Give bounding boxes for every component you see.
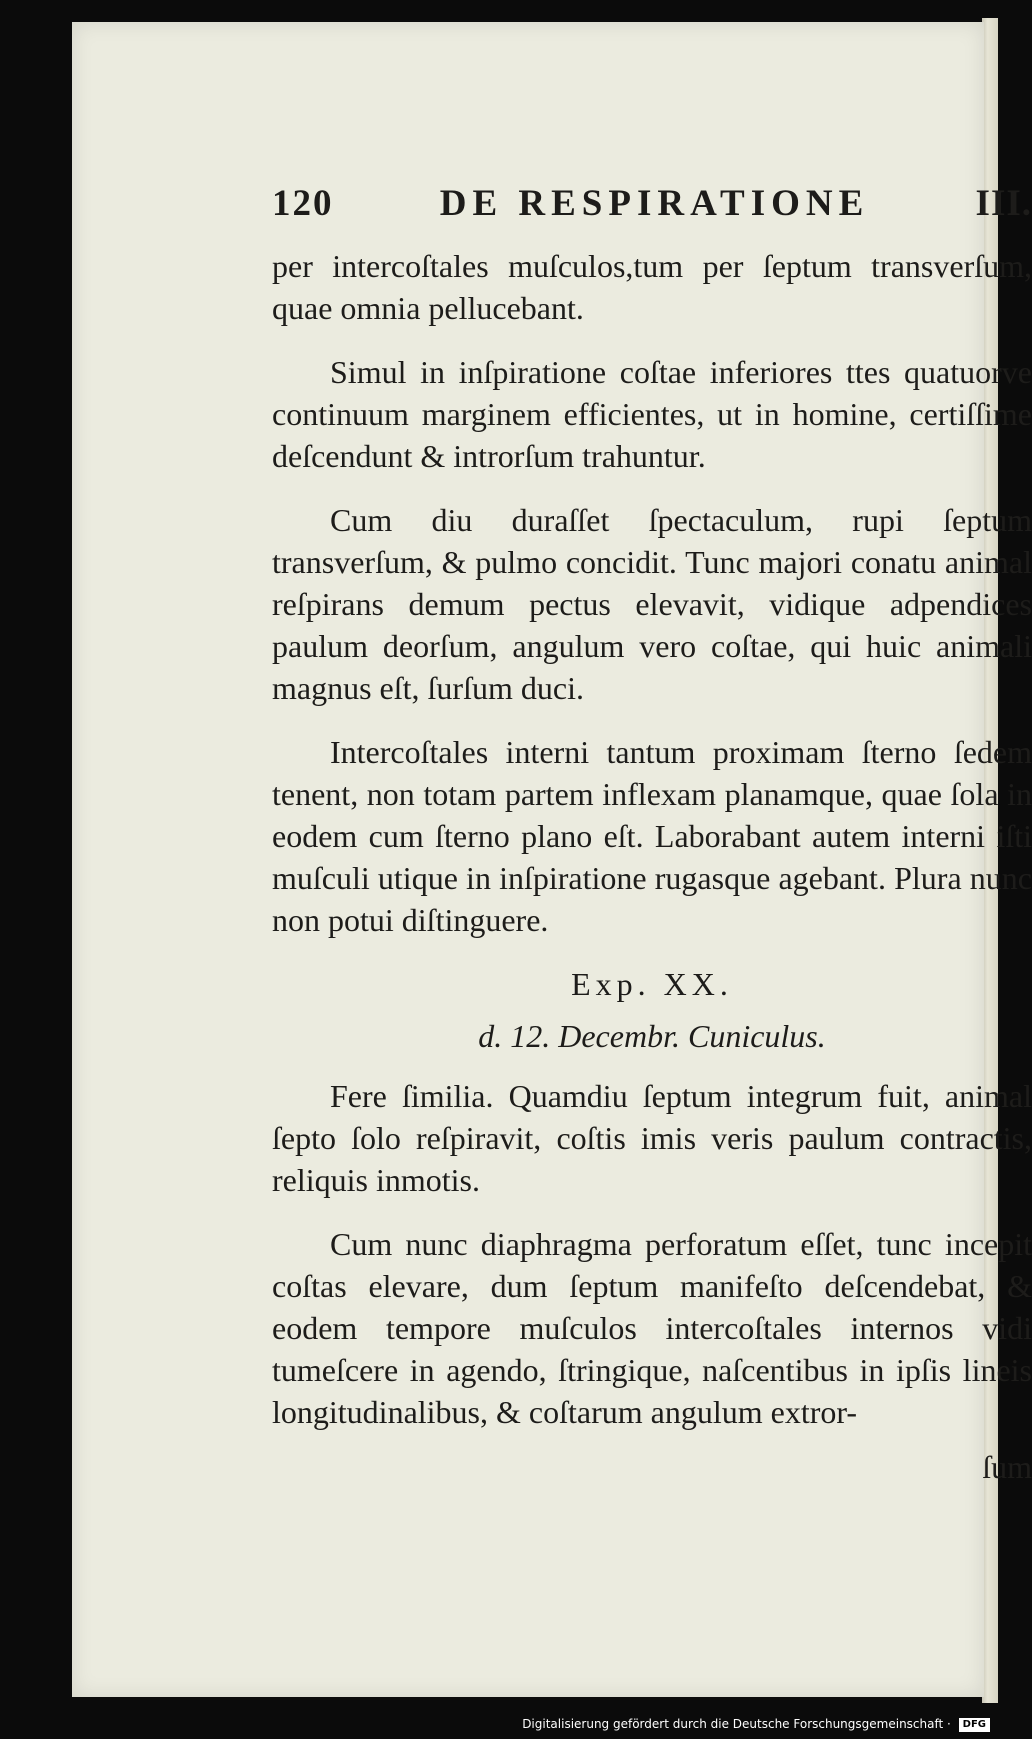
page-content: [272, 182, 1032, 1486]
paragraph: Cum diu duraſſet ſpectaculum, rupi ſeptum transverſum, & pulmo concidit. Tunc majori conatu animal reſpirans demum pectus elevavit, vidique adpendices paulum deorſum, angulum vero coſtae, qui huic animali magnus eſt, ſurſum duci.: [272, 502, 1032, 706]
footer-text: Digitalisierung gefördert durch die Deutsche Forschungsgemeinschaft ·: [522, 1717, 951, 1731]
catchword: ſum: [982, 1449, 1032, 1485]
running-title: DE RESPIRATIONE: [439, 183, 870, 224]
paragraph: per intercoſtales muſculos,tum per ſeptum transverſum, quae omnia pellucebant.: [272, 248, 1032, 326]
paragraph: Fere ſimilia. Quamdiu ſeptum integrum fuit, animal ſepto ſolo reſpiravit, coſtis imis veris paulum contractis, reliquis inmotis.: [272, 1078, 1032, 1198]
chapter-number: III.: [975, 183, 1032, 224]
body-text: [272, 245, 1032, 1433]
paragraph: Intercoſtales interni tantum proximam ſterno ſedem tenent, non totam partem inflexam planamque, quae ſola in eodem cum ſterno plano eſt. Laborabant autem interni iſti muſculi utique in inſpiratione rugasque agebant. Plura nunc non potui diſtinguere.: [272, 734, 1032, 938]
digitization-footer: [0, 1713, 1000, 1735]
book-page: [72, 22, 1032, 1697]
page-number: 120: [272, 183, 334, 224]
paragraph: Cum nunc diaphragma perforatum eſſet, tunc incepit coſtas elevare, dum ſeptum manifeſto deſcendebat, & eodem tempore muſculos intercoſtales internos vidi tumeſcere in agendo, ſtringique, naſcentibus in ipſis lineis longitudinalibus, & coſtarum angulum extror-: [272, 1226, 1032, 1430]
experiment-heading: Exp. XX.: [571, 966, 733, 1002]
dfg-logo: DFG: [959, 1718, 990, 1732]
paragraph: Simul in inſpiratione coſtae inferiores ttes quatuorve continuum marginem efficientes, ut in homine, certiſſime deſcendunt & introrſum trahuntur.: [272, 354, 1032, 474]
running-head: [272, 182, 1032, 225]
experiment-subtitle: d. 12. Decembr. Cuniculus.: [478, 1018, 826, 1054]
